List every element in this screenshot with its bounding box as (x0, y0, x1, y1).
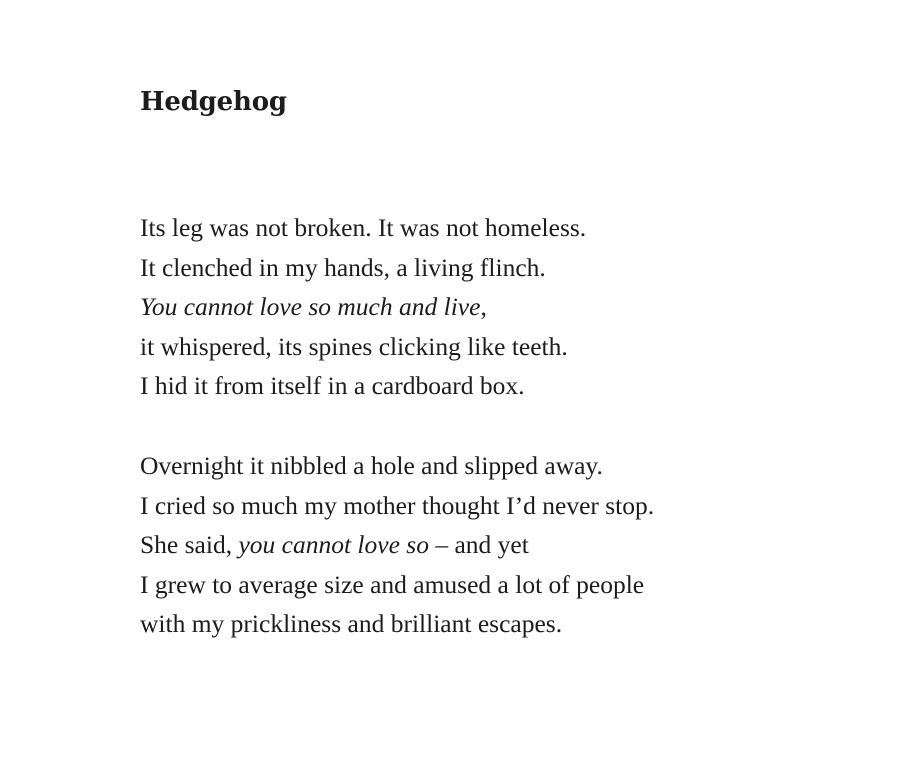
poem-line: Its leg was not broken. It was not homeless. (140, 213, 587, 242)
poem-line: Overnight it nibbled a hole and slipped away. (140, 451, 603, 480)
poem-line: It clenched in my hands, a living flinch. (140, 252, 546, 282)
stanza-1 (140, 208, 586, 406)
poem-line: I grew to average size and amused a lot of people (140, 569, 645, 599)
italic-phrase: you cannot love so (238, 530, 429, 559)
line-tail: – and yet (428, 530, 529, 559)
line-tail: , (480, 292, 487, 321)
poem-line: I hid it from itself in a cardboard box. (140, 371, 525, 400)
line-head: She said, (140, 530, 239, 559)
poem-line: I cried so much my mother thought I’d never stop. (140, 490, 655, 520)
poem-line (140, 287, 586, 327)
poem-line: with my prickliness and brilliant escapes. (140, 609, 563, 638)
italic-phrase: You cannot love so much and live (140, 292, 481, 321)
poem-title: Hedgehog (140, 87, 287, 117)
poem-line (140, 525, 654, 565)
poem-line: it whispered, its spines clicking like teeth. (140, 331, 568, 361)
stanza-2 (140, 446, 654, 644)
